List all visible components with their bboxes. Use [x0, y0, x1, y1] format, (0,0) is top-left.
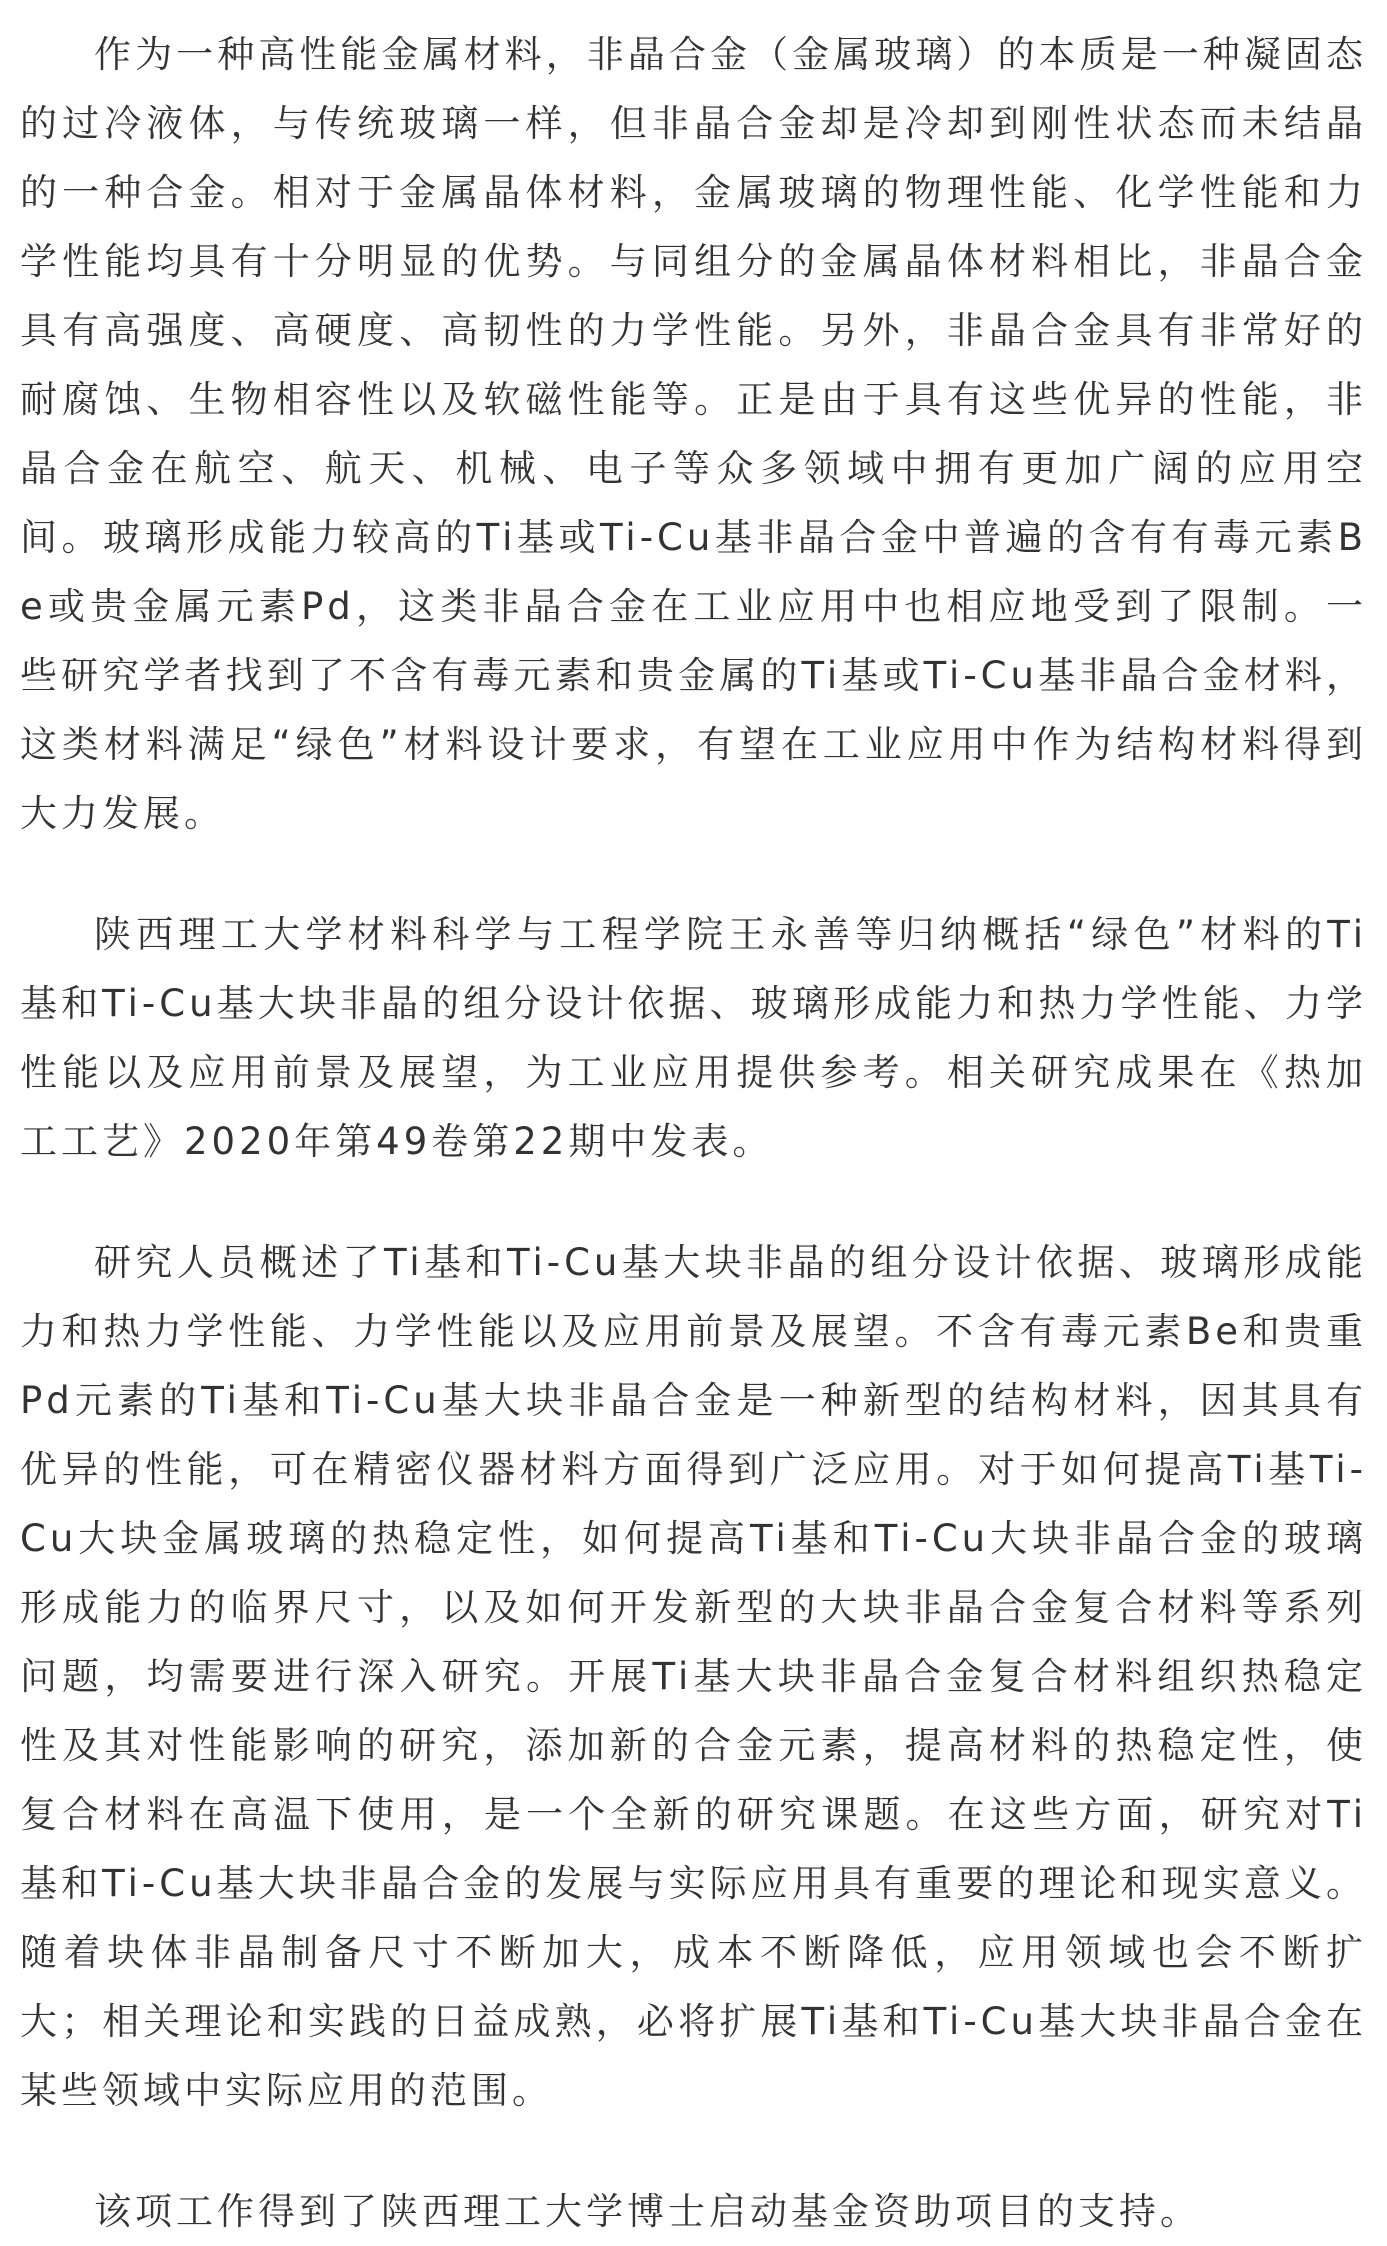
- paragraph-research-summary: 研究人员概述了Ti基和Ti-Cu基大块非晶的组分设计依据、玻璃形成能力和热力学性能、力学性能以及应用前景及展望。不含有毒元素Be和贵重Pd元素的Ti基和Ti-Cu基大块非晶合金是一种新型的结构材料，因其具有优异的性能，可在精密仪器材料方面得到广泛应用。对于如何提高Ti基Ti-Cu大块金属玻璃的热稳定性，如何提高Ti基和Ti-Cu大块非晶合金的玻璃形成能力的临界尺寸，以及如何开发新型的大块非晶合金复合材料等系列问题，均需要进行深入研究。开展Ti基大块非晶合金复合材料组织热稳定性及其对性能影响的研究，添加新的合金元素，提高材料的热稳定性，使复合材料在高温下使用，是一个全新的研究课题。在这些方面，研究对Ti基和Ti-Cu基大块非晶合金的发展与实际应用具有重要的理论和现实意义。随着块体非晶制备尺寸不断加大，成本不断降低，应用领域也会不断扩大；相关理论和实践的日益成熟，必将扩展Ti基和Ti-Cu基大块非晶合金在某些领域中实际应用的范围。: [20, 1241, 1367, 2112]
- paragraph-intro: 作为一种高性能金属材料，非晶合金（金属玻璃）的本质是一种凝固态的过冷液体，与传统玻璃一样，但非晶合金却是冷却到刚性状态而未结晶的一种合金。相对于金属晶体材料，金属玻璃的物理性能、化学性能和力学性能均具有十分明显的优势。与同组分的金属晶体材料相比，非晶合金具有高强度、高硬度、高韧性的力学性能。另外，非晶合金具有非常好的耐腐蚀、生物相容性以及软磁性能等。正是由于具有这些优异的性能，非晶合金在航空、航天、机械、电子等众多领域中拥有更加广阔的应用空间。玻璃形成能力较高的Ti基或Ti-Cu基非晶合金中普遍的含有有毒元素Be或贵金属元素Pd，这类非晶合金在工业应用中也相应地受到了限制。一些研究学者找到了不含有毒元素和贵金属的Ti基或Ti-Cu基非晶合金材料，这类材料满足“绿色”材料设计要求，有望在工业应用中作为结构材料得到大力发展。: [20, 33, 1367, 835]
- paragraph-research-source: 陕西理工大学材料科学与工程学院王永善等归纳概括“绿色”材料的Ti基和Ti-Cu基大块非晶的组分设计依据、玻璃形成能力和热力学性能、力学性能以及应用前景及展望，为工业应用提供参考。相关研究成果在《热加工工艺》2020年第49卷第22期中发表。: [20, 913, 1367, 1163]
- paragraph-funding: 该项工作得到了陕西理工大学博士启动基金资助项目的支持。: [94, 2190, 1201, 2233]
